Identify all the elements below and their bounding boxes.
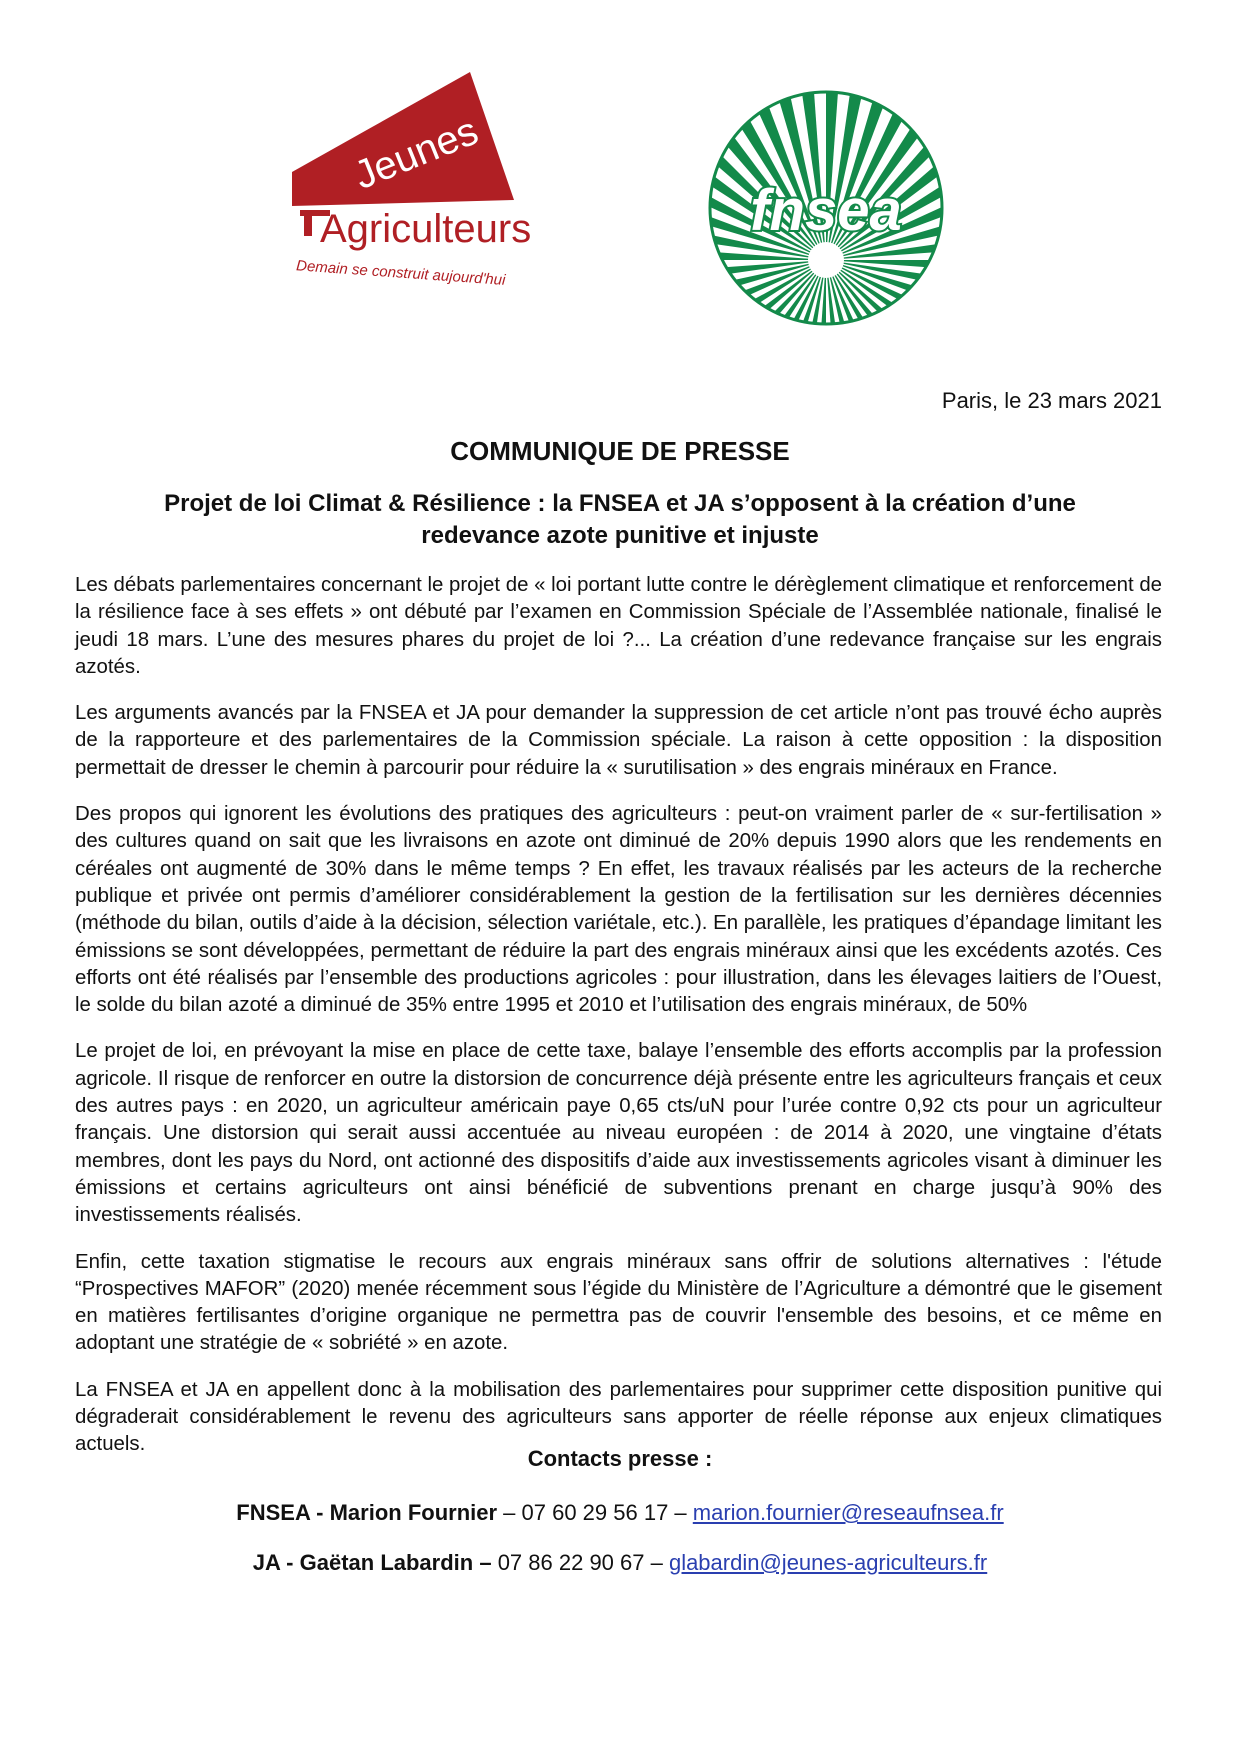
contact-fnsea-phone: – 07 60 29 56 17 – <box>497 1500 693 1525</box>
ja-logo-line2: Agriculteurs <box>320 207 532 251</box>
document-date: Paris, le 23 mars 2021 <box>941 388 1162 413</box>
contact-fnsea <box>0 1500 1240 1526</box>
contact-ja <box>0 1550 1240 1576</box>
contact-fnsea-name: FNSEA - Marion Fournier <box>236 1500 498 1525</box>
subtitle-line-1: Projet de loi Climat & Résilience : la FNSEA et JA s’opposent à la création d’une <box>164 490 1076 517</box>
fnsea-logo-text: fnsea <box>750 178 902 243</box>
paragraph: Le projet de loi, en prévoyant la mise en place de cette taxe, balaye l’ensemble des efforts accomplis par la profession agricole. Il risque de renforcer en outre la distorsion de concurrence déjà présente entre les agriculteurs français et ceux des autres pays : en 2020, un agriculteur américain paye 0,65 cts/uN pour l’urée contre 0,92 cts pour un agriculteur français. Une distorsion qui serait aussi accentuée au niveau européen : de 2014 à 2020, une vingtaine d’états membres, dont les pays du Nord, ont actionné des dispositifs d’aide aux investissements agricoles visant à diminuer les émissions et certains agriculteurs ont ainsi bénéficié de subventions prenant en charge jusqu’à 90% des investissements réalisés. <box>75 1040 1162 1227</box>
contact-ja-name: JA - Gaëtan Labardin – <box>252 1550 492 1575</box>
subtitle-line-2: redevance azote punitive et injuste <box>421 522 819 549</box>
document-subtitle <box>100 488 1140 552</box>
ja-logo-slogan: Demain se construit aujourd'hui <box>295 257 506 289</box>
contacts-title: Contacts presse : <box>527 1446 713 1471</box>
contact-ja-email-link[interactable]: glabardin@jeunes-agriculteurs.fr <box>668 1550 988 1575</box>
fnsea-logo <box>708 90 944 326</box>
document-title: COMMUNIQUE DE PRESSE <box>450 436 790 466</box>
contact-fnsea-email-link[interactable]: marion.fournier@reseaufnsea.fr <box>692 1500 1004 1525</box>
body-text <box>75 572 1162 1478</box>
ja-logo-line1: Jeunes <box>348 108 485 198</box>
paragraph: Enfin, cette taxation stigmatise le recours aux engrais minéraux sans offrir de solutions alternatives : l'étude “Prospectives MAFOR” (2020) menée récemment sous l’égide du Ministère de l’Agriculture a démontré que le gisement en matières fertilisantes d’origine organique ne permettra pas de couvrir l'ensemble des besoins, et ce même en adoptant une stratégie de « sobriété » en azote. <box>75 1250 1162 1355</box>
jeunes-agriculteurs-logo <box>292 72 592 312</box>
press-contacts <box>0 1446 1240 1600</box>
paragraph: La FNSEA et JA en appellent donc à la mobilisation des parlementaires pour supprimer cette disposition punitive qui dégraderait considérablement le revenu des agriculteurs sans apporter de réelle réponse aux enjeux climatiques actuels. <box>75 1378 1162 1456</box>
paragraph: Les débats parlementaires concernant le projet de « loi portant lutte contre le dérèglement climatique et renforcement de la résilience face à ses effets » ont débuté par l’examen en Commission Spéciale de l’Assemblée nationale, finalisé le jeudi 18 mars. L’une des mesures phares du projet de loi ?... La création d’une redevance française sur les engrais azotés. <box>75 574 1162 678</box>
paragraph: Des propos qui ignorent les évolutions des pratiques des agriculteurs : peut-on vraiment parler de « sur-fertilisation » des cultures quand on sait que les livraisons en azote ont diminué de 20% depuis 1990 alors que les rendements en céréales ont augmenté de 30% dans le même temps ? En effet, les travaux réalisés par les acteurs de la recherche publique et privée ont permis d’améliorer considérablement la gestion de la fertilisation sur les dernières décennies (méthode du bilan, outils d’aide à la décision, sélection variétale, etc.). En parallèle, les pratiques d’épandage limitant les émissions se sont développées, permettant de réduire la part des engrais minéraux ainsi que les excédents azotés. Ces efforts ont été réalisés par l’ensemble des productions agricoles : pour illustration, dans les élevages laitiers de l’Ouest, le solde du bilan azoté a diminué de 35% entre 1995 et 2010 et l’utilisation des engrais minéraux, de 50% <box>75 803 1163 1017</box>
contact-ja-phone: 07 86 22 90 67 – <box>491 1550 669 1575</box>
paragraph: Les arguments avancés par la FNSEA et JA pour demander la suppression de cet article n’ont pas trouvé écho auprès de la rapporteure et des parlementaires de la Commission spéciale. La raison à cette opposition : la disposition permettait de dresser le chemin à parcourir pour réduire la « surutilisation » des engrais minéraux en France. <box>75 702 1162 779</box>
fnsea-center <box>808 242 844 278</box>
